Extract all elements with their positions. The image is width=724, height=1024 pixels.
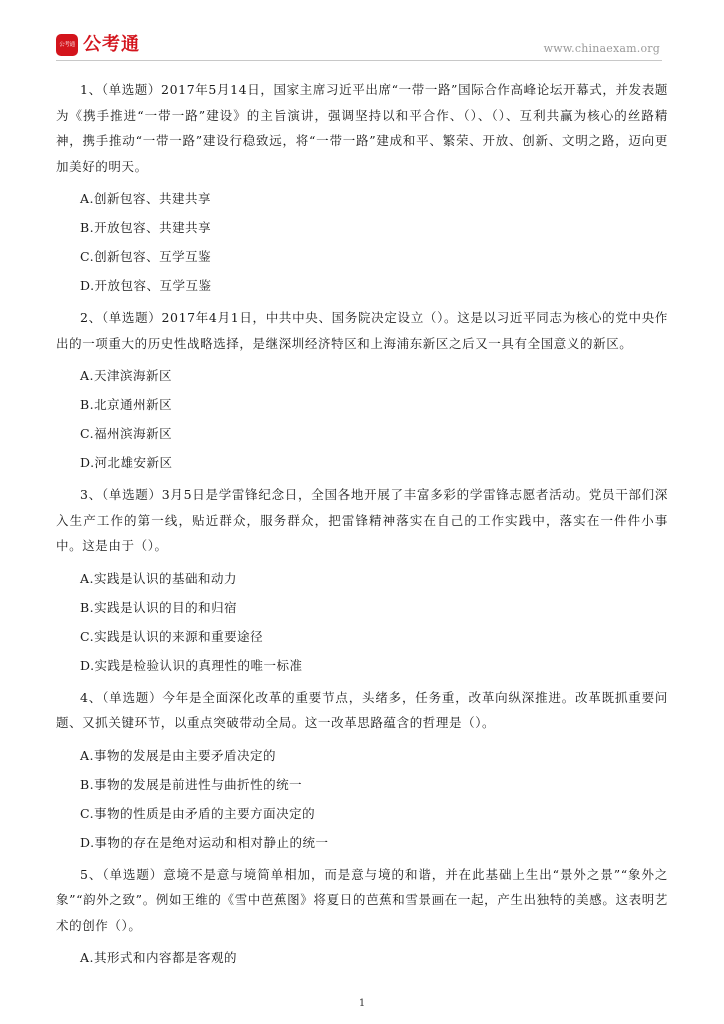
page-number: 1 xyxy=(358,998,366,1009)
option-a: A.天津滨海新区 xyxy=(80,368,173,383)
option-a: A.事物的发展是由主要矛盾决定的 xyxy=(80,747,277,763)
question-2 xyxy=(56,305,668,472)
option-d: D.实践是检验认识的真理性的唯一标准 xyxy=(80,657,303,673)
logo-badge: 公考通 xyxy=(56,34,78,56)
question-4 xyxy=(56,685,668,852)
question-list xyxy=(56,77,668,977)
question-stem: 4、（单选题）今年是全面深化改革的重要节点，头绪多，任务重，改革向纵深推进。改革既抓重要问题、又抓关键环节，以重点突破带动全局。这一改革思路蕴含的哲理是（）。 xyxy=(56,689,668,730)
site-url: www.chinaexam.org xyxy=(543,42,660,55)
option-b: B.事物的发展是前进性与曲折性的统一 xyxy=(80,776,303,792)
option-a: A.其形式和内容都是客观的 xyxy=(80,950,238,965)
option-a: A.实践是认识的基础和动力 xyxy=(80,570,238,586)
question-1 xyxy=(56,77,668,295)
option-c: C.福州滨海新区 xyxy=(80,426,173,441)
header-divider xyxy=(56,60,662,61)
option-d: D.河北雄安新区 xyxy=(80,455,173,470)
page-header xyxy=(56,34,662,60)
question-stem: 1、（单选题）2017年5月14日，国家主席习近平出席“一带一路”国际合作高峰论坛开幕式，并发表题为《携手推进“一带一路”建设》的主旨演讲，强调坚持以和平合作、（）、（）、互利共赢为核心的丝路精神，携手推动“一带一路”建设行稳致远，将“一带一路”建成和平、繁荣、开放、创新、文明之路，迈向更加美好的明天。 xyxy=(56,82,668,174)
logo-text: 公考通 xyxy=(83,34,140,55)
option-a: A.创新包容、共建共享 xyxy=(80,191,212,206)
option-d: D.开放包容、互学互鉴 xyxy=(80,278,212,293)
question-stem: 5、（单选题）意境不是意与境简单相加，而是意与境的和谐，并在此基础上生出“景外之景”“象外之象”“韵外之致”。例如王维的《雪中芭蕉图》将夏日的芭蕉和雪景画在一起，产生出独特的美感。这表明艺术的创作（）。 xyxy=(56,866,668,933)
question-5 xyxy=(56,862,668,968)
question-stem: 3、（单选题）3月5日是学雷锋纪念日，全国各地开展了丰富多彩的学雷锋志愿者活动。党员干部们深入生产工作的第一线，贴近群众，服务群众，把雷锋精神落实在自己的工作实践中，落实在一件件小事中。这是由于（）。 xyxy=(56,487,668,553)
question-stem: 2、（单选题）2017年4月1日，中共中央、国务院决定设立（）。这是以习近平同志为核心的党中央作出的一项重大的历史性战略选择，是继深圳经济特区和上海浦东新区之后又一具有全国意义的新区。 xyxy=(56,310,668,351)
option-b: B.开放包容、共建共享 xyxy=(80,220,212,235)
option-d: D.事物的存在是绝对运动和相对静止的统一 xyxy=(80,834,329,850)
option-c: C.事物的性质是由矛盾的主要方面决定的 xyxy=(80,805,316,821)
option-c: C.创新包容、互学互鉴 xyxy=(80,249,212,264)
option-c: C.实践是认识的来源和重要途径 xyxy=(80,628,264,644)
question-3 xyxy=(56,482,668,675)
option-b: B.实践是认识的目的和归宿 xyxy=(80,599,238,615)
option-b: B.北京通州新区 xyxy=(80,397,173,412)
